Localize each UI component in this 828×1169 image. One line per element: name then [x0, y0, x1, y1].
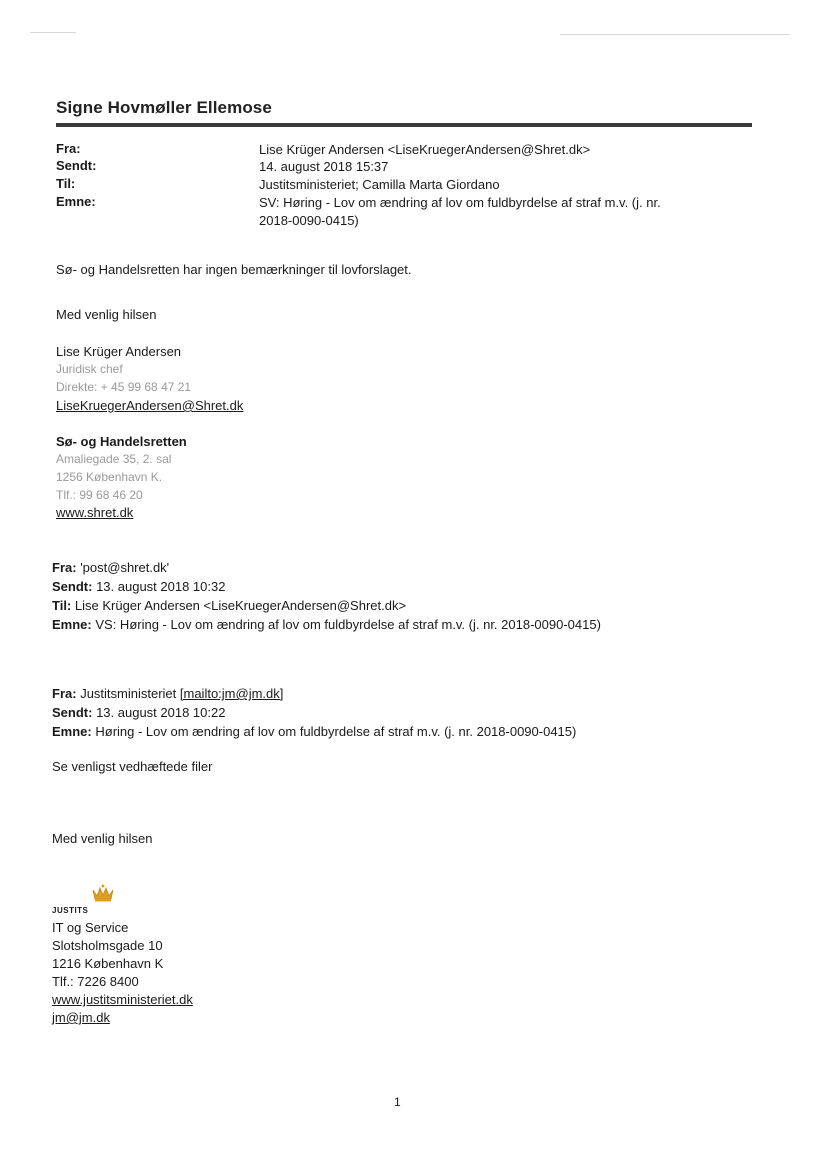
fwd2-sent: 13. august 2018 10:22	[96, 705, 226, 720]
fwd1-from: 'post@shret.dk'	[80, 560, 170, 575]
signature-title: Juridisk chef	[56, 362, 123, 376]
fwd2-from-label: Fra:	[52, 686, 77, 701]
crown-logo-icon	[91, 884, 115, 902]
fwd1-subject-label: Emne:	[52, 617, 92, 632]
signature-tel: Tlf.: 99 68 46 20	[56, 488, 143, 502]
from-label: Fra:	[56, 141, 81, 156]
scan-artifact-top-left	[30, 32, 76, 33]
sent-value: 14. august 2018 15:37	[259, 159, 389, 174]
fwd2-from: Justitsministeriet	[80, 686, 177, 701]
fwd2-subject-label: Emne:	[52, 724, 92, 739]
jm-dept: IT og Service	[52, 920, 129, 935]
fwd2-sent-line	[52, 705, 225, 720]
fwd1-sent: 13. august 2018 10:32	[96, 579, 226, 594]
greeting-text: Med venlig hilsen	[56, 307, 157, 322]
fwd1-from-label: Fra:	[52, 560, 77, 575]
fwd1-from-line	[52, 560, 169, 575]
scan-artifact-top-right	[560, 34, 790, 35]
to-label: Til:	[56, 176, 76, 191]
fwd1-to: Lise Krüger Andersen <LiseKruegerAndersen@Shret.dk>	[74, 598, 407, 613]
jm-address2: 1216 København K	[52, 956, 164, 971]
jm-web-link[interactable]: www.justitsministeriet.dk	[52, 992, 193, 1007]
fwd1-sent-label: Sendt:	[52, 579, 93, 594]
fwd2-subject-line	[52, 724, 576, 739]
mailbox-owner-name: Signe Hovmøller Ellemose	[56, 98, 272, 117]
signature-address1: Amaliegade 35, 2. sal	[56, 452, 172, 466]
signature-web-link[interactable]: www.shret.dk	[56, 505, 134, 520]
fwd1-subject: VS: Høring - Lov om ændring af lov om fuldbyrdelse af straf m.v. (j. nr. 2018-0090-0415)	[95, 617, 601, 632]
fwd2-subject: Høring - Lov om ændring af lov om fuldbyrdelse af straf m.v. (j. nr. 2018-0090-0415)	[95, 724, 577, 739]
jm-email-link[interactable]: jm@jm.dk	[52, 1010, 110, 1025]
justits-logo-text: JUSTITS	[52, 906, 89, 915]
page-number: 1	[394, 1095, 401, 1109]
fwd2-mailto-link[interactable]: [mailto:jm@jm.dk]	[179, 686, 284, 701]
signature-phone: Direkte: + 45 99 68 47 21	[56, 380, 192, 394]
fwd2-sent-label: Sendt:	[52, 705, 93, 720]
from-value: Lise Krüger Andersen <LiseKruegerAndersen@Shret.dk>	[259, 142, 591, 157]
fwd1-to-label: Til:	[52, 598, 72, 613]
jm-tel: Tlf.: 7226 8400	[52, 974, 139, 989]
fwd1-to-line	[52, 598, 406, 613]
signature-address2: 1256 København K.	[56, 470, 163, 484]
fwd2-greeting: Med venlig hilsen	[52, 831, 153, 846]
fwd1-sent-line	[52, 579, 225, 594]
header-rule	[56, 123, 752, 127]
subject-value: SV: Høring - Lov om ændring af lov om fuldbyrdelse af straf m.v. (j. nr. 2018-0090-0415)	[259, 195, 661, 228]
signature-name: Lise Krüger Andersen	[56, 344, 182, 359]
statement-text: Sø- og Handelsretten har ingen bemærkninger til lovforslaget.	[56, 262, 412, 277]
subject-label: Emne:	[56, 194, 96, 209]
fwd2-from-line	[52, 686, 283, 701]
fwd1-subject-line	[52, 617, 601, 632]
signature-email-link[interactable]: LiseKruegerAndersen@Shret.dk	[56, 398, 244, 413]
jm-address1: Slotsholmsgade 10	[52, 938, 163, 953]
sent-label: Sendt:	[56, 158, 97, 173]
fwd2-body-text: Se venligst vedhæftede filer	[52, 759, 213, 774]
to-value: Justitsministeriet; Camilla Marta Giordano	[259, 177, 500, 192]
signature-org: Sø- og Handelsretten	[56, 434, 187, 449]
